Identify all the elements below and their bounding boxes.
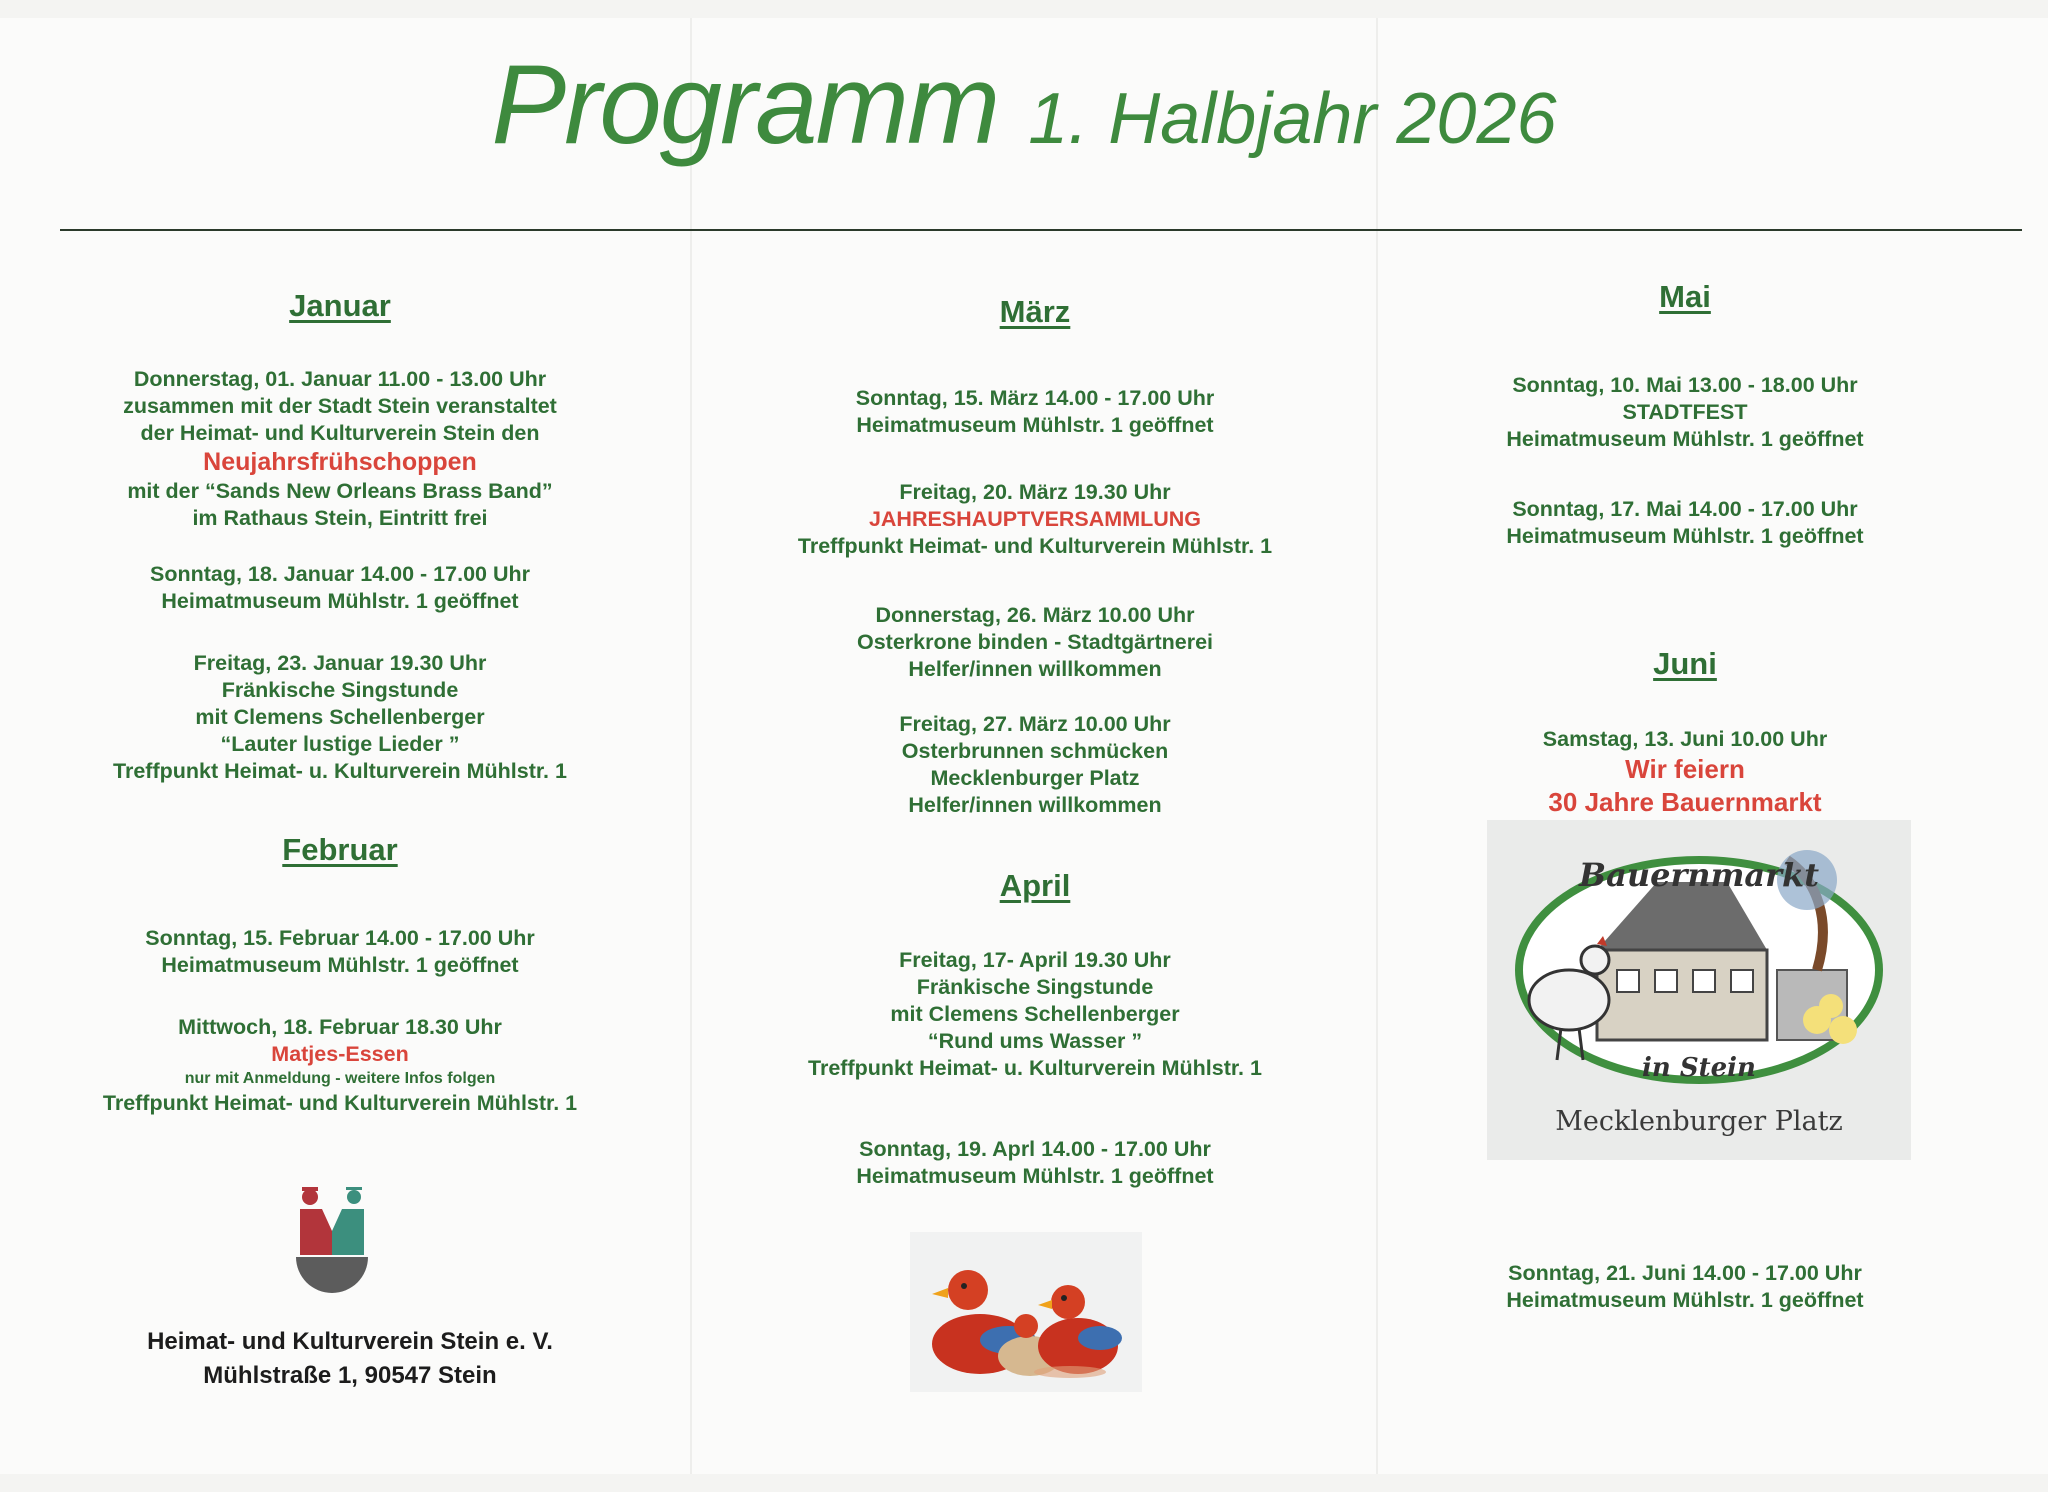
event-note: nur mit Anmeldung - weitere Infos folgen [184,1070,496,1087]
event-line: im Rathaus Stein, Eintritt frei [192,506,488,530]
event-mai-17 [1400,496,1970,550]
event-line: Fränkische Singstunde [916,975,1154,999]
event-line: mit der “Sands New Orleans Brass Band” [127,479,553,503]
event-line: Freitag, 27. März 10.00 Uhr [899,712,1171,736]
event-januar-01 [40,366,640,532]
event-line: Heimatmuseum Mühlstr. 1 geöffnet [1506,524,1864,548]
event-maerz-26 [730,602,1340,683]
event-mai-10 [1400,372,1970,453]
event-line: Sonntag, 15. Februar 14.00 - 17.00 Uhr [145,926,535,950]
easter-ducks-image [910,1232,1142,1392]
fold-line [690,18,692,1474]
month-heading-februar: Februar [282,832,398,867]
event-line: Heimatmuseum Mühlstr. 1 geöffnet [161,589,519,613]
event-maerz-27 [730,711,1340,819]
event-line: Helfer/innen willkommen [908,657,1162,681]
event-line: mit Clemens Schellenberger [890,1002,1180,1026]
bauernmarkt-logo-icon [1487,820,1911,1100]
event-april-17 [730,947,1340,1082]
event-januar-23 [40,650,640,785]
event-line: Sonntag, 10. Mai 13.00 - 18.00 Uhr [1512,373,1858,397]
event-line: Donnerstag, 01. Januar 11.00 - 13.00 Uhr [133,367,547,391]
event-line: mit Clemens Schellenberger [195,705,485,729]
event-highlight: 30 Jahre Bauernmarkt [1548,787,1822,817]
event-februar-15 [40,925,640,979]
event-line: Treffpunkt Heimat- u. Kulturverein Mühlstr. 1 [808,1056,1262,1080]
event-line: Sonntag, 17. Mai 14.00 - 17.00 Uhr [1512,497,1858,521]
event-line: Heimatmuseum Mühlstr. 1 geöffnet [856,413,1214,437]
event-line: Mittwoch, 18. Februar 18.30 Uhr [178,1015,502,1039]
event-highlight: Wir feiern [1625,754,1745,784]
event-line: Mecklenburger Platz [930,766,1140,790]
event-line: Donnerstag, 26. März 10.00 Uhr [875,603,1195,627]
event-maerz-15 [730,385,1340,439]
event-highlight: Neujahrsfrühschoppen [203,448,477,476]
month-heading-januar: Januar [289,288,391,323]
organization-address: Mühlstraße 1, 90547 Stein [203,1362,497,1389]
event-line: Heimatmuseum Mühlstr. 1 geöffnet [161,953,519,977]
event-line: Heimatmuseum Mühlstr. 1 geöffnet [856,1164,1214,1188]
title-sub: 1. Halbjahr 2026 [1028,79,1557,159]
month-heading-maerz: März [999,294,1071,329]
event-line: Osterkrone binden - Stadtgärtnerei [856,630,1213,654]
market-logo-title: Bauernmarkt [1579,856,1819,894]
event-line: “Lauter lustige Lieder ” [220,732,460,756]
event-line: Sonntag, 19. Aprl 14.00 - 17.00 Uhr [859,1137,1211,1161]
event-april-19 [730,1136,1340,1190]
month-heading-juni: Juni [1653,646,1717,681]
month-heading-april: April [999,868,1071,903]
market-logo-subtitle: in Stein [1642,1053,1756,1083]
event-line: Sonntag, 21. Juni 14.00 - 17.00 Uhr [1508,1261,1862,1285]
event-line: Treffpunkt Heimat- und Kulturverein Mühlstr. 1 [102,1091,578,1115]
event-line: zusammen mit der Stadt Stein veranstaltet [123,394,557,418]
event-line: STADTFEST [1622,400,1748,424]
event-highlight: Matjes-Essen [271,1042,409,1066]
event-line: Freitag, 23. Januar 19.30 Uhr [193,651,487,675]
event-line: der Heimat- und Kulturverein Stein den [140,421,540,445]
organization-info [60,1325,640,1393]
event-line: Samstag, 13. Juni 10.00 Uhr [1542,727,1828,751]
event-line: Sonntag, 15. März 14.00 - 17.00 Uhr [855,386,1215,410]
event-line: Heimatmuseum Mühlstr. 1 geöffnet [1506,1288,1864,1312]
page-title [0,40,2048,169]
fold-line [1376,18,1378,1474]
event-line: Fränkische Singstunde [221,678,459,702]
event-line: Sonntag, 18. Januar 14.00 - 17.00 Uhr [150,562,530,586]
event-line: Heimatmuseum Mühlstr. 1 geöffnet [1506,427,1864,451]
month-heading-mai: Mai [1659,279,1711,314]
bauernmarkt-image [1487,820,1911,1160]
event-januar-18 [40,561,640,615]
event-line: Helfer/innen willkommen [908,793,1162,817]
event-line: Treffpunkt Heimat- u. Kulturverein Mühlstr. 1 [113,759,567,783]
event-februar-18 [40,1014,640,1117]
event-line: “Rund ums Wasser ” [927,1029,1143,1053]
duck-figures-icon [910,1232,1142,1392]
title-main: Programm [491,42,999,167]
market-caption: Mecklenburger Platz [1555,1106,1843,1137]
event-maerz-20 [730,479,1340,560]
club-logo-icon [292,1185,372,1297]
header-divider [60,229,2022,231]
event-line: Freitag, 20. März 19.30 Uhr [899,480,1171,504]
event-line: Osterbrunnen schmücken [901,739,1169,763]
event-line: Freitag, 17- April 19.30 Uhr [899,948,1171,972]
event-juni-13 [1400,726,1970,819]
event-line: Treffpunkt Heimat- und Kulturverein Mühlstr. 1 [797,534,1273,558]
organization-name: Heimat- und Kulturverein Stein e. V. [147,1328,553,1355]
event-highlight: JAHRESHAUPTVERSAMMLUNG [868,507,1202,531]
event-juni-21 [1400,1260,1970,1314]
